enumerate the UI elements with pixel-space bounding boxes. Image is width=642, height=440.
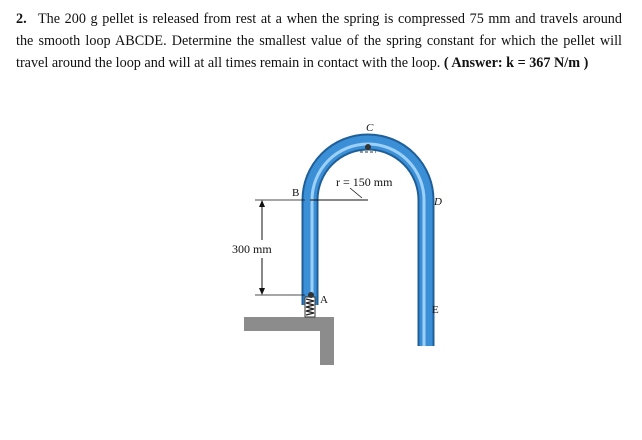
label-b: B xyxy=(292,187,300,199)
ground-support xyxy=(244,317,334,365)
pellet xyxy=(308,292,314,298)
label-c: C xyxy=(366,122,374,134)
label-d: D xyxy=(434,196,442,208)
problem-number: 2. xyxy=(16,11,27,27)
radius-leader xyxy=(350,188,362,198)
problem-text: The 200 g pellet is released from rest at a when the spring is compressed 75 mm and travels around the smooth loop ABCDE. Determine the smallest value of the spring constant for which the pellet will travel around the loop and will at all times remain in contact with the loop. xyxy=(16,11,622,71)
problem-answer: ( Answer: k = 367 N/m ) xyxy=(443,55,589,71)
label-a: A xyxy=(320,294,328,306)
loop-tube-outline xyxy=(310,142,426,346)
spring xyxy=(305,297,315,317)
pellet-at-c xyxy=(365,144,371,150)
label-e: E xyxy=(432,304,439,316)
label-radius: r = 150 mm xyxy=(336,175,393,189)
loop-tube xyxy=(310,142,426,346)
label-height: 300 mm xyxy=(232,242,272,256)
